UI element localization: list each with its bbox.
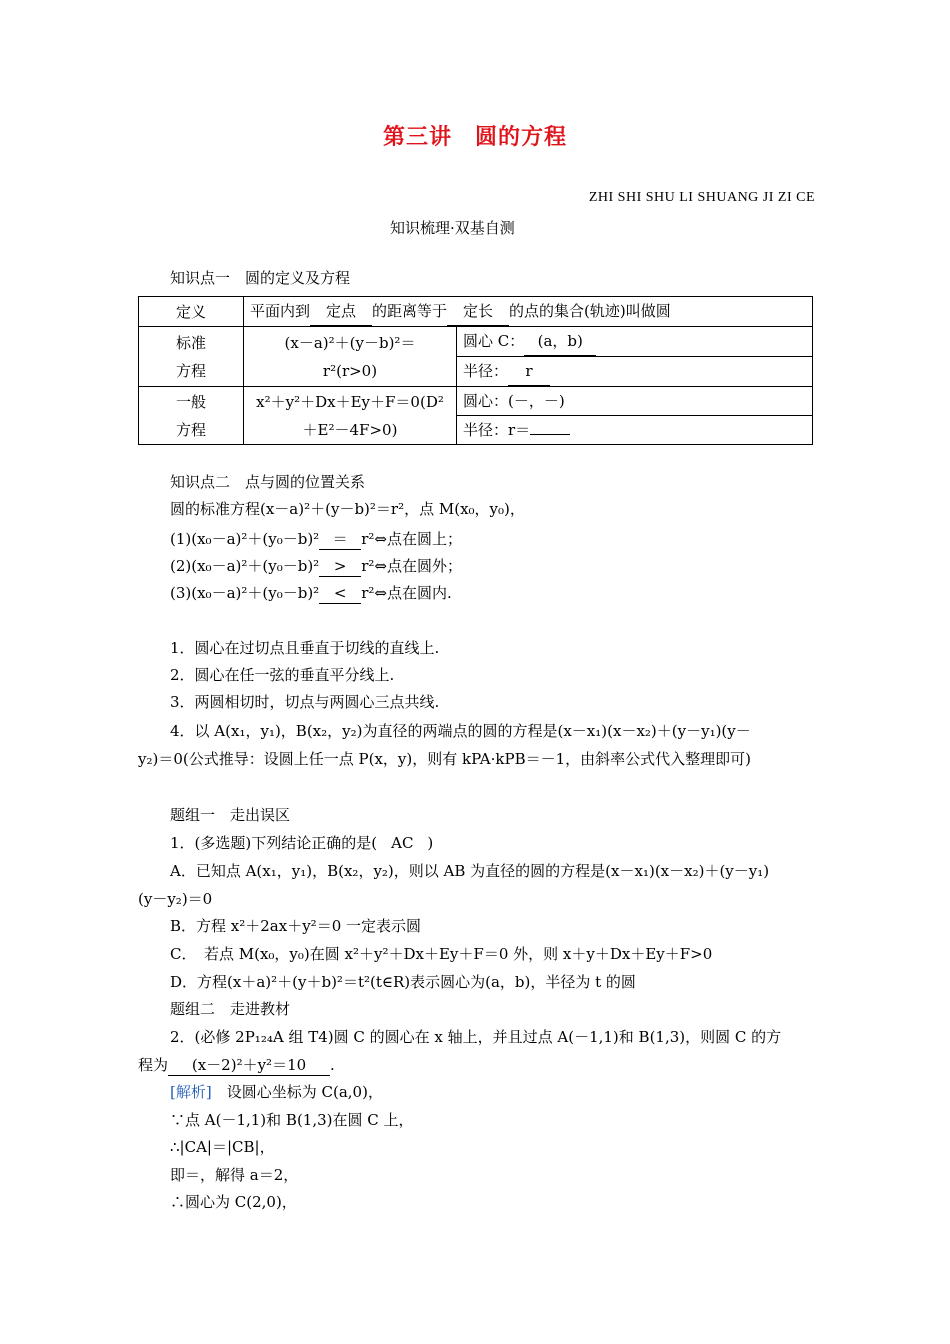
gen-radius-label: 半径：r＝ — [463, 421, 531, 439]
std-center-label: 圆心 C： — [463, 332, 525, 350]
group1-heading: 题组一 走出误区 — [170, 806, 291, 824]
question-text: . — [330, 1056, 335, 1074]
note-item: y₂)＝0(公式推导：设圆上任一点 P(x，y)，则有 kPA·kPB＝－1，由斜率公式代入整理即可) — [138, 750, 752, 768]
solution-text: 设圆心坐标为 C(a,0)， — [226, 1083, 383, 1101]
std-equation-line: r²(r>0) — [322, 361, 378, 380]
std-equation — [244, 327, 457, 387]
def-text: 平面内到 — [250, 302, 311, 320]
gen-label-line: 方程 — [175, 420, 206, 439]
table-row — [139, 327, 813, 357]
option-a-cont: (y－y₂)＝0 — [138, 890, 213, 908]
kp2-item-text: (2)(x₀－a)²＋(y₀－b)² — [170, 557, 320, 575]
gen-equation-line: x²＋y²＋Dx＋Ey＋F＝0(D² — [256, 392, 444, 411]
pinyin-header: ZHI SHI SHU LI SHUANG JI ZI CE — [588, 190, 815, 205]
question-text: 1．(多选题)下列结论正确的是( — [170, 834, 378, 852]
kp1-heading: 知识点一 圆的定义及方程 — [170, 269, 351, 287]
kp2-item-text: r²⇔点在圆上； — [361, 530, 462, 548]
option-c: C． 若点 M(x₀，y₀)在圆 x²＋y²＋Dx＋Ey＋F＝0 外，则 x＋y＋Dx＋Ey＋F>0 — [170, 945, 713, 963]
group2-heading: 题组二 走进教材 — [170, 1000, 291, 1018]
question-2: 2．(必修 2P₁₂₄A 组 T4)圆 C 的圆心在 x 轴上，并且过点 A(－1,1)和 B(1,3)，则圆 C 的方 — [170, 1028, 782, 1046]
gen-center-cell: 圆心：(－，－) — [457, 387, 813, 416]
kp2-item-blank: < — [319, 583, 361, 604]
gen-equation-line: ＋E²－4F>0) — [302, 420, 398, 439]
kp2-item-text: (3)(x₀－a)²＋(y₀－b)² — [170, 584, 320, 602]
def-cell — [244, 297, 813, 327]
kp2-item-text: r²⇔点在圆外； — [361, 557, 462, 575]
gen-radius-cell — [457, 416, 813, 445]
question-1 — [170, 833, 433, 853]
solution-line: 即＝，解得 a＝2， — [170, 1166, 299, 1184]
kp2-item — [170, 529, 462, 550]
page-title: 第三讲 圆的方程 — [382, 124, 567, 150]
analysis-label: [解析] — [170, 1083, 212, 1101]
solution-line: ∵点 A(－1,1)和 B(1,3)在圆 C 上， — [170, 1111, 414, 1129]
gen-label — [139, 387, 244, 445]
std-label-line: 标准 — [175, 333, 206, 352]
note-item: 1．圆心在过切点且垂直于切线的直线上. — [170, 639, 440, 657]
solution-line: ∴圆心为 C(2,0)， — [170, 1193, 297, 1211]
circle-equation-table — [138, 296, 813, 445]
option-b: B．方程 x²＋2ax＋y²＝0 一定表示圆 — [170, 917, 422, 935]
gen-equation — [244, 387, 457, 445]
kp2-item-text: r²⇔点在圆内. — [361, 584, 452, 602]
note-item: 3．两圆相切时，切点与两圆心三点共线. — [170, 693, 440, 711]
question-text: ) — [427, 834, 434, 852]
table-row — [139, 387, 813, 416]
kp2-item — [170, 556, 462, 577]
std-center-blank: (a，b) — [524, 327, 596, 356]
def-answer-blank: 定点 — [310, 297, 372, 326]
std-radius-label: 半径： — [463, 362, 509, 380]
kp2-intro: 圆的标准方程(x－a)²＋(y－b)²＝r²，点 M(x₀，y₀)， — [170, 500, 525, 518]
kp2-item-text: (1)(x₀－a)²＋(y₀－b)² — [170, 530, 320, 548]
def-text: 的点的集合(轨迹)叫做圆 — [509, 302, 671, 320]
question-text: 程为 — [138, 1056, 169, 1074]
option-a: A．已知点 A(x₁，y₁)，B(x₂，y₂)，则以 AB 为直径的圆的方程是(x－x₁)(x－x₂)＋(y－y₁) — [170, 862, 770, 880]
note-item: 4．以 A(x₁，y₁)，B(x₂，y₂)为直径的两端点的圆的方程是(x－x₁)(x－x₂)＋(y－y₁)(y－ — [170, 722, 751, 740]
def-text: 的距离等于 — [372, 302, 448, 320]
gen-label-line: 一般 — [175, 392, 206, 411]
std-equation-line: (x－a)²＋(y－b)²＝ — [284, 333, 416, 352]
table-row — [139, 297, 813, 327]
option-d: D．方程(x＋a)²＋(y＋b)²＝t²(t∈R)表示圆心为(a，b)，半径为 t 的圆 — [170, 973, 636, 991]
solution-line — [170, 1082, 383, 1102]
question-answer-blank: (x－2)²＋y²＝10 — [168, 1055, 330, 1076]
note-item: 2．圆心在任一弦的垂直平分线上. — [170, 666, 395, 684]
def-label: 定义 — [139, 297, 244, 327]
std-center-cell — [457, 327, 813, 357]
gen-radius-blank — [530, 434, 570, 435]
kp2-heading: 知识点二 点与圆的位置关系 — [170, 473, 366, 491]
def-answer-blank: 定长 — [447, 297, 509, 326]
section-subtitle: 知识梳理·双基自测 — [390, 219, 515, 237]
solution-line: ∴|CA|＝|CB|， — [170, 1138, 275, 1156]
kp2-item-blank: > — [319, 556, 361, 577]
std-label-line: 方程 — [175, 361, 206, 380]
question-2-cont — [138, 1055, 335, 1076]
std-label — [139, 327, 244, 387]
question-answer: AC — [391, 834, 414, 852]
kp2-item-blank: ＝ — [319, 529, 361, 550]
std-radius-cell — [457, 357, 813, 387]
kp2-item — [170, 583, 452, 604]
std-radius-blank: r — [508, 357, 550, 386]
